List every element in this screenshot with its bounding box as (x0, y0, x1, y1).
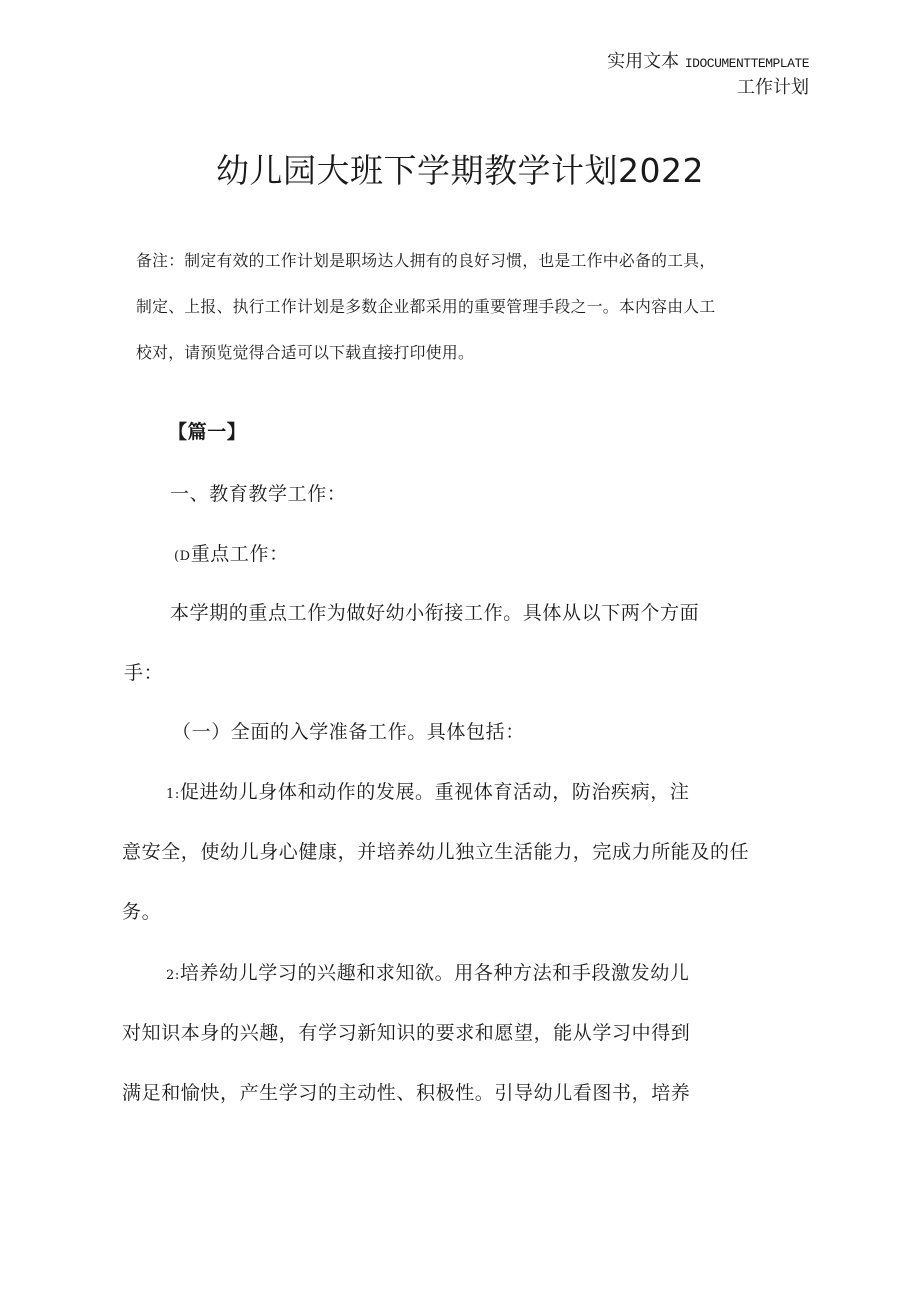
heading-text: 重点工作： (190, 543, 289, 565)
doc-header-category (607, 50, 809, 76)
heading-marker: (D (174, 549, 191, 564)
list-item-number: 2: (166, 968, 180, 983)
paragraph-line: 手： (124, 662, 164, 684)
note-line: 制定、上报、执行工作计划是多数企业都采用的重要管理手段之一。本内容由人工 (136, 297, 716, 316)
note-paragraph (136, 238, 816, 376)
heading-level-1: 一、教育教学工作： (170, 483, 347, 505)
doc-header-subtitle: 工作计划 (737, 77, 809, 98)
list-item-text: 促进幼儿身体和动作的发展。重视体育活动，防治疾病，注 (179, 781, 690, 803)
header-category-cn: 实用文本 (607, 51, 680, 72)
list-item-number: 1: (166, 787, 180, 802)
list-item-line (166, 778, 689, 809)
list-item-text: 培养幼儿学习的兴趣和求知欲。用各种方法和手段激发幼儿 (179, 962, 690, 984)
header-category-en: IDOCUMENTTEMPLATE (684, 56, 809, 71)
note-line: 校对，请预览觉得合适可以下载直接打印使用。 (136, 343, 475, 362)
paragraph-line: 本学期的重点工作为做好幼小衔接工作。具体从以下两个方面 (170, 602, 700, 624)
list-item-line (166, 959, 689, 990)
note-line: 备注：制定有效的工作计划是职场达人拥有的良好习惯，也是工作中必备的工具， (136, 251, 716, 270)
list-item-line: 对知识本身的兴趣，有学习新知识的要求和愿望，能从学习中得到 (122, 1022, 691, 1044)
list-item-line: 务。 (122, 901, 162, 923)
list-item-line: 意安全，使幼儿身心健康，并培养幼儿独立生活能力，完成力所能及的任 (122, 841, 750, 863)
heading-level-2 (174, 540, 289, 571)
page-title: 幼儿园大班下学期教学计划2022 (216, 151, 704, 190)
heading-level-3: （一）全面的入学准备工作。具体包括： (172, 721, 525, 743)
section-tag: 【篇一】 (168, 421, 247, 443)
list-item-line: 满足和愉快，产生学习的主动性、积极性。引导幼儿看图书，培养 (122, 1082, 691, 1104)
